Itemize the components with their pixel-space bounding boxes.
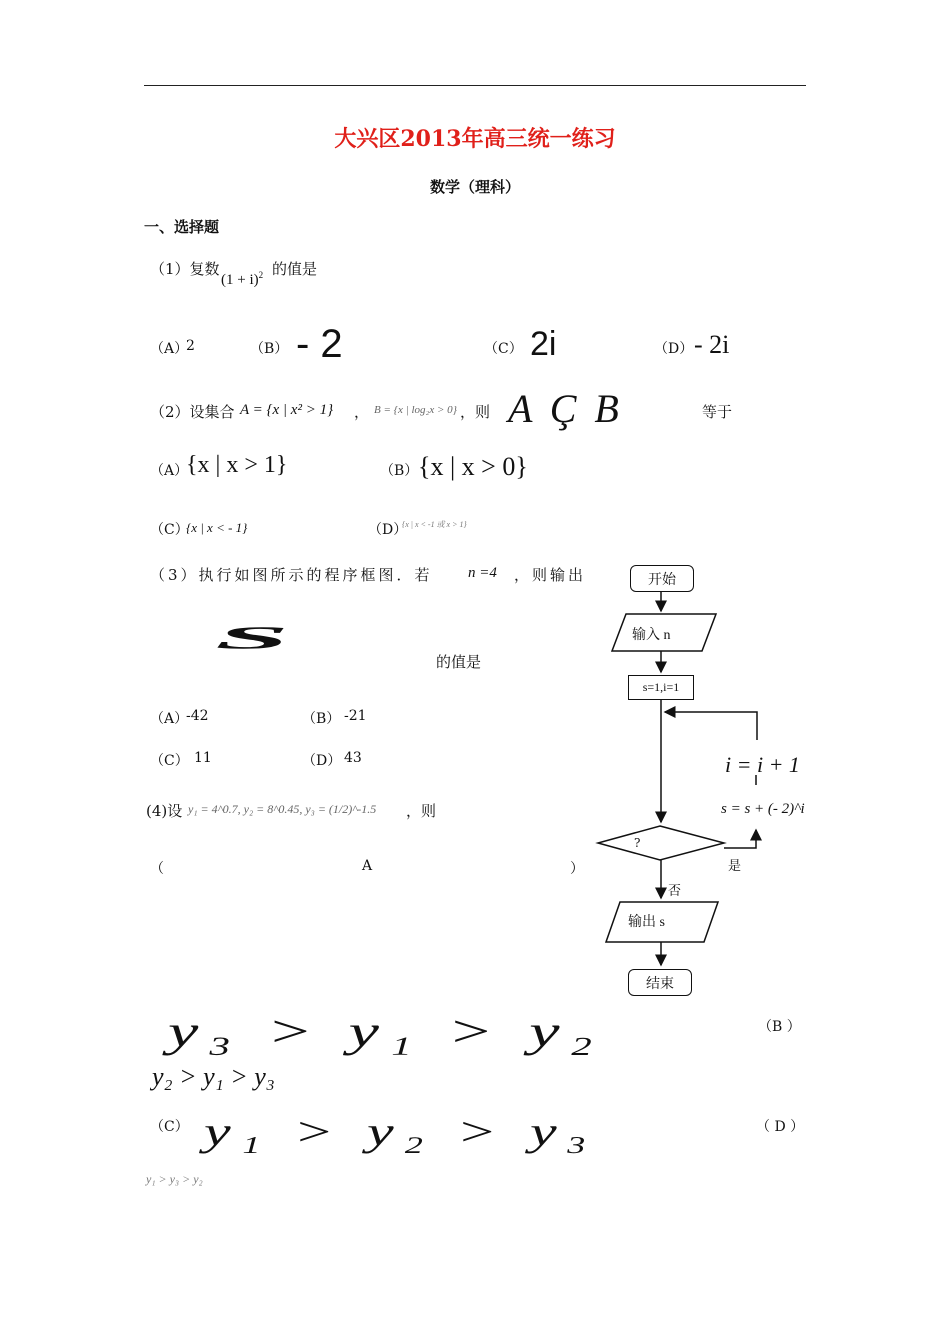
q2-expr: A Ç B [508,386,623,431]
q2-then: ，则 [460,403,491,421]
q1-option-d-label: （D） [654,341,694,357]
flowchart-update-i: i = i + 1 [725,752,800,777]
q4-option-c-label: （C） [150,1119,189,1135]
q3-variable: S [215,619,290,656]
q3-option-a-value: -42 [186,708,209,724]
flowchart-decision-shape [598,826,724,860]
q3-condition: n =4 [468,565,497,581]
q2-option-d-value: {x | x < -1 或 x > 1} [402,520,467,529]
q1-option-b-label: （B） [250,341,289,357]
q2-option-c-value: {x | x < - 1} [186,520,248,535]
flowchart-yes-label: 是 [728,859,742,874]
q1-option-c-label: （C） [484,341,523,357]
q3-option-d-label: （D） [302,753,342,769]
q1-option-a-value: 2 [186,338,195,354]
flowchart-start: 开始 [630,565,694,592]
q1-option-a-label: （A） [150,341,189,357]
q3-then: ，则输出 [514,566,587,584]
q4-option-d-value: y₁ > y₃ > y₂ [146,1172,203,1186]
flowchart-update-s: s = s + (- 2)^i [721,801,805,817]
q2-sep: ， [354,403,370,421]
q2-set-b: B = {x | log₂x > 0} [374,404,458,416]
q3-option-c-value: 11 [194,750,212,766]
q4-option-b-value: y₂ > y₁ > y₃ [152,1062,275,1091]
q4-option-a-label: A [362,858,373,874]
section-heading: 一、选择题 [144,218,220,236]
q3-prefix: （3）执行如图所示的程序框图．若 [150,566,433,584]
q4-paren-open: （ [150,861,164,877]
flowchart-no-label: 否 [668,884,682,899]
q3-option-b-label: （B） [302,711,341,727]
q2-option-b-label: （B） [380,463,419,479]
q4-expression: y₁ = 4^0.7, y₂ = 8^0.45, y₃ = (1/2)^-1.5 [188,802,377,816]
flowchart-input-label: 输入 n [632,628,671,643]
flowchart-end: 结束 [628,969,692,996]
q3-option-d-value: 43 [344,750,362,766]
q2-suffix: 等于 [702,403,733,421]
q1-expr: $(1 + i)^2$ [221,270,264,288]
q2-set-a: A = {x | x² > 1} [240,402,334,418]
q4-option-b-label: （B ） [758,1019,801,1035]
q3-option-c-label: （C） [150,753,189,769]
q2-option-a-label: （A） [150,463,189,479]
q4-option-c-value: y₁ > y₂ > y₃ [204,1109,596,1154]
q1-option-b-value: - 2 [296,322,343,366]
page-title: 大兴区2013年高三统一练习 [334,126,616,152]
q4-paren-close: ） [570,861,584,877]
q2-option-d-label: （D） [368,522,408,538]
q4-prefix: (4)设 [146,802,183,820]
q2-option-a-value: {x | x > 1} [186,452,288,478]
q4-option-d-label: （ D ） [756,1119,805,1135]
q4-then: ，则 [406,802,437,820]
q3-option-b-value: -21 [344,708,367,724]
q1-option-d-value: - 2i [694,330,730,359]
q3-option-a-label: （A） [150,711,189,727]
q3-suffix: 的值是 [436,653,482,671]
flowchart-decision-label: ? [634,836,641,850]
q2-prefix: （2）设集合 [150,403,235,421]
q1-option-c-value: 2i [530,325,557,363]
page-subtitle: 数学（理科） [429,178,520,196]
q1-suffix: 的值是 [272,260,318,278]
q4-option-a-value: y₃ > y₁ > y₂ [168,1007,602,1056]
flowchart-output-label: 输出 s [628,915,665,930]
flowchart-init: s=1,i=1 [628,675,694,700]
q1-prefix: （1）复数 [150,260,220,278]
q2-option-b-value: {x | x > 0} [418,452,528,481]
q2-option-c-label: （C） [150,522,189,538]
